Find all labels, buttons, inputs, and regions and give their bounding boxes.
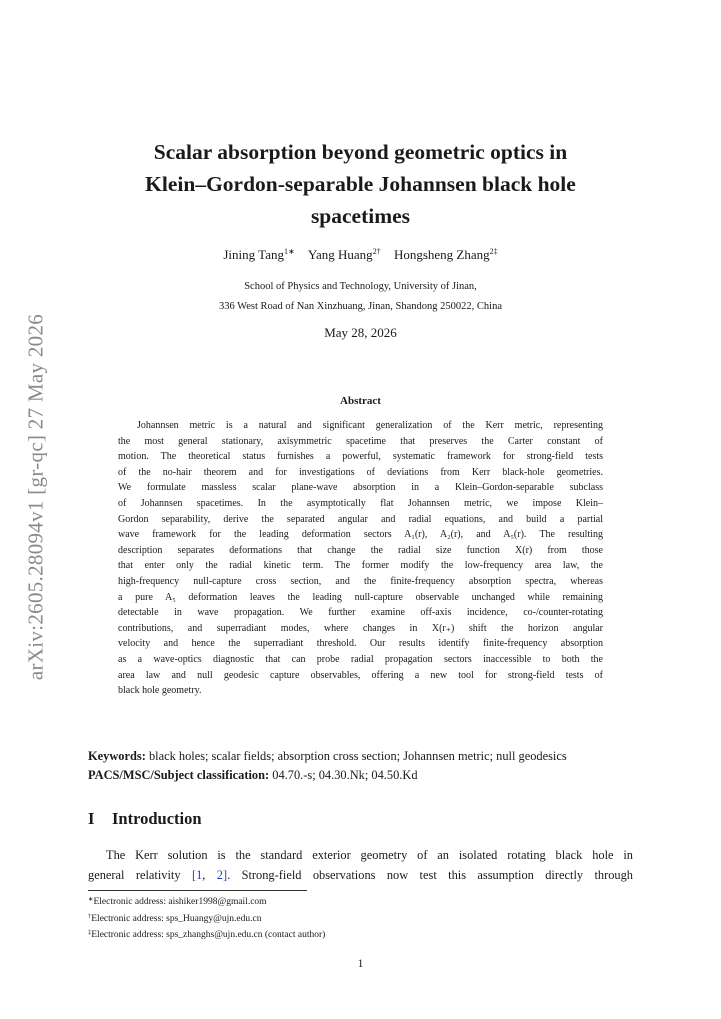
abstract-line: a pure A₅ deformation leaves the leading null-capture observable unchanged while remaining (118, 591, 603, 603)
intro-line (88, 865, 633, 885)
abstract-body (118, 418, 603, 699)
footnote-rule (88, 890, 307, 891)
classification-label: PACS/MSC/Subject classification: (88, 768, 270, 782)
author (394, 247, 498, 262)
author (308, 247, 381, 262)
footnotes (88, 893, 633, 943)
abstract-line: high-frequency null-capture cross section, and the finite-frequency absorption spectra, whereas (118, 575, 603, 587)
abstract-line: Gordon separability, derive the separated angular and radial equations, and build a partial (118, 513, 603, 525)
footnote (88, 910, 633, 927)
citation-separator: , (202, 868, 217, 882)
footnote-mark: ‡ (88, 929, 92, 936)
abstract-line: description separates deformations that change the radial size function X(r) from those (118, 544, 603, 556)
abstract-line: motion. The theoretical status furnishes a powerful, systematic framework for strong-field tests (118, 451, 603, 463)
section-number: I (88, 809, 95, 828)
page-number: 1 (357, 958, 364, 970)
footnote-text: Electronic address: aishiker1998@gmail.com (93, 897, 267, 907)
affiliation-line: 336 West Road of Nan Xinzhuang, Jinan, Shandong 250022, China (218, 301, 502, 312)
citation-link[interactable]: 1 (196, 868, 203, 882)
footnote-text: Electronic address: sps_Huangy@ujn.edu.cn (91, 913, 262, 924)
abstract-line: We formulate massless scalar plane-wave absorption in a Klein–Gordon-separable subclass (118, 482, 603, 494)
classification-text: 04.70.-s; 04.30.Nk; 04.50.Kd (272, 768, 418, 782)
title-line: Scalar absorption beyond geometric optics in (153, 140, 568, 164)
title-line: spacetimes (310, 204, 411, 228)
paper-date: May 28, 2026 (324, 325, 397, 340)
author-list (88, 247, 633, 263)
section-heading (88, 809, 202, 829)
abstract-line: the most general stationary, axisymmetric spacetime that preserves the Carter constant of (118, 435, 603, 447)
abstract-line: that enter only the radial kinetic term. The former modify the low-frequency area law, the (118, 560, 603, 572)
abstract-line: velocity and hence the superradiant threshold. Our results identify finite-frequency absorption (118, 638, 603, 650)
classification-line (88, 766, 648, 785)
footnote (88, 926, 633, 943)
author (223, 247, 294, 262)
abstract-line: Johannsen metric is a natural and significant generalization of the Kerr metric, representing (137, 420, 603, 431)
keywords-line (88, 747, 648, 766)
intro-line: The Kerr solution is the standard exterior geometry of an isolated rotating black hole in (106, 848, 633, 862)
abstract-line: area law and null geodesic capture observables, offering a new tool for strong-field tests of (118, 669, 603, 681)
affiliation (88, 277, 633, 317)
abstract-line: detectable in wave propagation. We further examine off-axis incidence, co-/counter-rotating (118, 607, 603, 619)
citation-bracket: [ (191, 868, 197, 882)
abstract-line: of the no-hair theorem and for investigations of deviations from Kerr black-hole geometries. (118, 466, 603, 478)
intro-text: . Strong-field observations now test this assumption directly through (227, 868, 633, 882)
intro-text: general relativity (88, 868, 192, 882)
footnote-mark: ∗ (88, 896, 94, 903)
title-line: Klein–Gordon-separable Johannsen black hole (145, 172, 576, 196)
footnote (88, 893, 633, 910)
footnote-text: Electronic address: sps_zhanghs@ujn.edu.cn (contact author) (91, 930, 326, 940)
section-title: Introduction (112, 809, 202, 828)
arxiv-stamp-text: arXiv:2605.28094v1 [gr-qc] 27 May 2026 (23, 313, 48, 681)
intro-paragraph (88, 845, 633, 885)
author-name: Hongsheng Zhang (393, 247, 490, 262)
citation-bracket: ] (222, 868, 228, 882)
keywords-label: Keywords: (88, 749, 146, 763)
abstract-line: as a wave-optics diagnostic that can probe radial propagation sectors inaccessible to both the (118, 653, 603, 665)
abstract-line: black hole geometry. (118, 685, 202, 697)
affiliation-line: School of Physics and Technology, University of Jinan, (244, 281, 477, 292)
author-name: Yang Huang (307, 247, 373, 262)
arxiv-stamp (18, 297, 54, 697)
citation-link[interactable]: 2 (216, 868, 223, 882)
paper-title (88, 136, 633, 232)
abstract-line: contributions, and superradiant modes, where changes in X(r₊) shift the horizon angular (118, 622, 603, 634)
author-mark: 2† (372, 247, 381, 256)
keywords-text: black holes; scalar fields; absorption cross section; Johannsen metric; null geodesics (148, 749, 567, 763)
abstract-line: of Johannsen spacetimes. In the asymptotically flat Johannsen metric, we impose Klein– (118, 497, 603, 509)
author-mark: 1∗ (283, 247, 295, 256)
author-name: Jining Tang (223, 247, 284, 262)
footnote-mark: † (88, 912, 92, 920)
keywords-block (88, 747, 648, 785)
abstract-heading: Abstract (340, 395, 381, 407)
abstract-line: wave framework for the leading deformation sectors A₁(r), A₂(r), and A₅(r). The resulting (118, 529, 603, 541)
author-mark: 2‡ (489, 247, 498, 256)
